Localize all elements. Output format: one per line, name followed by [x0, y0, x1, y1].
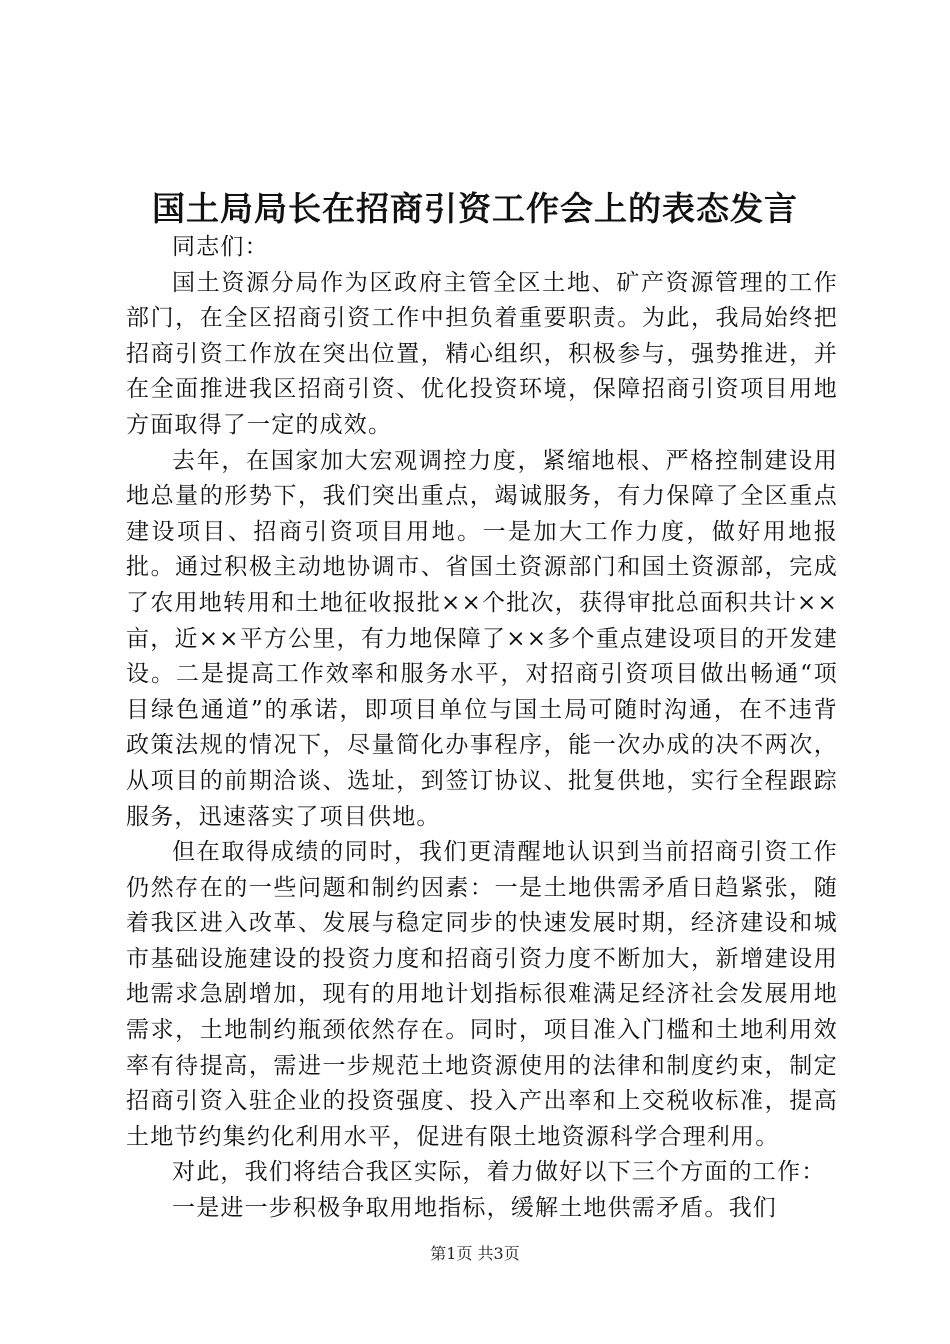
- paragraph-5: 一是进一步积极争取用地指标，缓解土地供需矛盾。我们: [172, 1195, 777, 1222]
- paragraph-3: 但在取得成绩的同时，我们更清醒地认识到当前招商引资工作仍然存在的一些问题和制约因素：一是土地供需矛盾日趋紧张，随着我区进入改革、发展与稳定同步的快速发展时期，经济建设和城市基础设施建设的投资力度和招商引资力度不断加大，新增建设用地需求急剧增加，现有的用地计划指标很难满足经济社会发展用地需求，土地制约瓶颈依然存在。同时，项目准入门槛和土地利用效率有待提高，需进一步规范土地资源使用的法律和制度约束，制定招商引资入驻企业的投资强度、投入产出率和上交税收标准，提高土地节约集约化利用水平，促进有限土地资源科学合理利用。: [126, 839, 838, 1150]
- salutation: 同志们：: [172, 234, 269, 260]
- document-body: [126, 230, 838, 1227]
- paragraph-4: 对此，我们将结合我区实际，着力做好以下三个方面的工作：: [172, 1159, 826, 1186]
- paragraph-1: 国土资源分局作为区政府主管全区土地、矿产资源管理的工作部门，在全区招商引资工作中担负着重要职责。为此，我局始终把招商引资工作放在突出位置，精心组织，积极参与，强势推进，并在全面推进我区招商引资、优化投资环境，保障招商引资项目用地方面取得了一定的成效。: [126, 269, 838, 438]
- document-title: 国土局局长在招商引资工作会上的表态发言: [152, 189, 798, 228]
- page-footer: 第1页 共3页: [430, 1244, 520, 1263]
- paragraph-2: 去年，在国家加大宏观调控力度，紧缩地根、严格控制建设用地总量的形势下，我们突出重点，竭诚服务，有力保障了全区重点建设项目、招商引资项目用地。一是加大工作力度，做好用地报批。通过积极主动地协调市、省国土资源部门和国土资源部，完成了农用地转用和土地征收报批××个批次，获得审批总面积共计××亩，近××平方公里，有力地保障了××多个重点建设项目的开发建设。二是提高工作效率和服务水平，对招商引资项目做出畅通“项目绿色通道”的承诺，即项目单位与国土局可随时沟通，在不违背政策法规的情况下，尽量简化办事程序，能一次办成的决不两次，从项目的前期洽谈、选址，到签订协议、批复供地，实行全程跟踪服务，迅速落实了项目供地。: [126, 447, 838, 830]
